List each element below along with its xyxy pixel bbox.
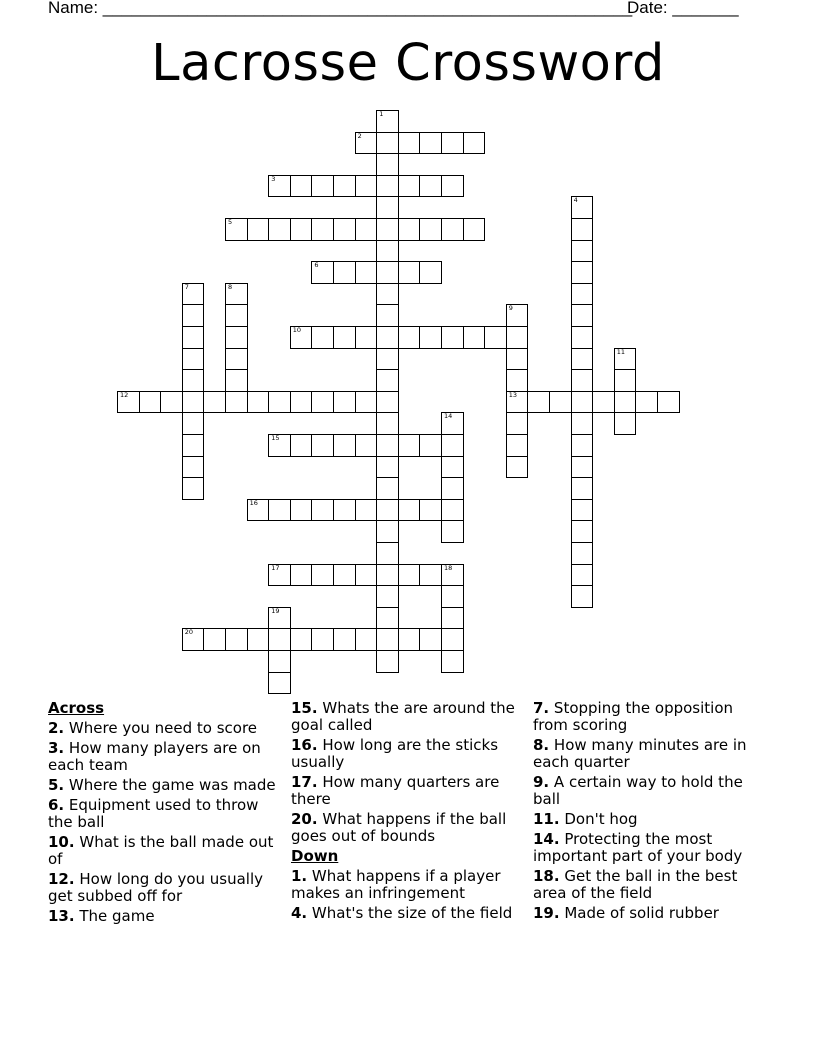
grid-cell[interactable]: [290, 628, 313, 651]
grid-cell[interactable]: [268, 628, 291, 651]
grid-cell[interactable]: [376, 477, 399, 500]
grid-cell[interactable]: [268, 499, 291, 522]
grid-cell[interactable]: [614, 391, 637, 414]
grid-cell[interactable]: [311, 175, 334, 198]
grid-cell[interactable]: [571, 261, 594, 284]
grid-cell[interactable]: [355, 628, 378, 651]
clue-down-9: 9. A certain way to hold the ball: [533, 773, 743, 808]
grid-cell[interactable]: [463, 218, 486, 241]
clue-across-5: 5. Where the game was made: [48, 776, 276, 794]
grid-cell[interactable]: [376, 304, 399, 327]
clue-down-18: 18. Get the ball in the best area of the field: [533, 867, 738, 902]
grid-cell[interactable]: [355, 261, 378, 284]
grid-cell[interactable]: [398, 434, 421, 457]
grid-cell[interactable]: [203, 628, 226, 651]
clue-column-3: [533, 700, 765, 925]
grid-cell[interactable]: [182, 348, 205, 371]
grid-cell[interactable]: [268, 175, 291, 198]
grid-cell[interactable]: [441, 434, 464, 457]
grid-cell[interactable]: [376, 542, 399, 565]
grid-cell[interactable]: [268, 672, 291, 695]
grid-cell[interactable]: [225, 326, 248, 349]
grid-cell[interactable]: [376, 412, 399, 435]
grid-cell[interactable]: [441, 585, 464, 608]
clue-column-2: [291, 700, 523, 925]
grid-cell[interactable]: [571, 477, 594, 500]
grid-cell[interactable]: [398, 175, 421, 198]
grid-cell[interactable]: [376, 175, 399, 198]
grid-cell[interactable]: [419, 261, 442, 284]
cell-number: 19: [271, 606, 280, 615]
grid-cell[interactable]: [571, 240, 594, 263]
cell-number: 5: [228, 218, 233, 226]
cell-number: 10: [292, 326, 302, 334]
grid-cell[interactable]: [268, 607, 291, 630]
grid-cell[interactable]: [571, 348, 594, 371]
clue-down-14: 14. Protecting the most important part of your body: [533, 830, 743, 865]
grid-cell[interactable]: [376, 153, 399, 176]
grid-cell[interactable]: [419, 628, 442, 651]
grid-cell[interactable]: [182, 628, 205, 651]
clue-across-13: 13. The game: [48, 907, 155, 925]
grid-cell[interactable]: [225, 628, 248, 651]
grid-cell[interactable]: [355, 434, 378, 457]
grid-cell[interactable]: [614, 348, 637, 371]
grid-cell[interactable]: [419, 564, 442, 587]
grid-cell[interactable]: [571, 434, 594, 457]
grid-cell[interactable]: [635, 391, 658, 414]
grid-cell[interactable]: [506, 304, 529, 327]
clue-down-4: 4. What's the size of the field: [291, 904, 513, 922]
cell-number: 12: [120, 390, 129, 399]
grid-cell[interactable]: [614, 369, 637, 392]
grid-cell[interactable]: [376, 218, 399, 241]
grid-cell[interactable]: [333, 175, 356, 198]
grid-cell[interactable]: [441, 628, 464, 651]
cell-number: 13: [508, 390, 518, 399]
grid-cell[interactable]: [333, 261, 356, 284]
grid-cell[interactable]: [225, 391, 248, 414]
grid-cell[interactable]: [571, 326, 594, 349]
clue-across-17: 17. How many quarters are there: [291, 773, 500, 808]
grid-cell[interactable]: [571, 499, 594, 522]
clue-column-1: [48, 700, 280, 928]
grid-cell[interactable]: [376, 261, 399, 284]
grid-cell[interactable]: [441, 564, 464, 587]
grid-cell[interactable]: [290, 175, 313, 198]
grid-cell[interactable]: [376, 520, 399, 543]
grid-cell[interactable]: [398, 218, 421, 241]
grid-cell[interactable]: [182, 456, 205, 479]
grid-cell[interactable]: [225, 283, 248, 306]
grid-cell[interactable]: [441, 520, 464, 543]
grid-cell[interactable]: [571, 218, 594, 241]
grid-cell[interactable]: [355, 326, 378, 349]
grid-cell[interactable]: [333, 499, 356, 522]
grid-cell[interactable]: [333, 326, 356, 349]
grid-cell[interactable]: [571, 196, 594, 219]
grid-cell[interactable]: [160, 391, 183, 414]
grid-cell[interactable]: [419, 326, 442, 349]
grid-cell[interactable]: [247, 499, 270, 522]
grid-cell[interactable]: [657, 391, 680, 414]
grid-cell[interactable]: [376, 196, 399, 219]
grid-cell[interactable]: [614, 412, 637, 435]
grid-cell[interactable]: [484, 326, 507, 349]
cell-number: 8: [228, 282, 233, 291]
grid-cell[interactable]: [419, 218, 442, 241]
grid-cell[interactable]: [333, 564, 356, 587]
grid-cell[interactable]: [527, 391, 550, 414]
grid-cell[interactable]: [182, 283, 205, 306]
grid-cell[interactable]: [506, 326, 529, 349]
grid-cell[interactable]: [376, 369, 399, 392]
clue-across-6: 6. Equipment used to throw the ball: [48, 796, 259, 831]
grid-cell[interactable]: [398, 628, 421, 651]
grid-cell[interactable]: [376, 132, 399, 155]
grid-cell[interactable]: [376, 434, 399, 457]
grid-cell[interactable]: [311, 628, 334, 651]
grid-cell[interactable]: [355, 132, 378, 155]
grid-cell[interactable]: [376, 348, 399, 371]
grid-cell[interactable]: [441, 412, 464, 435]
grid-cell[interactable]: [441, 477, 464, 500]
clue-down-8: 8. How many minutes are in each quarter: [533, 736, 747, 771]
grid-cell[interactable]: [398, 132, 421, 155]
grid-cell[interactable]: [571, 542, 594, 565]
grid-cell[interactable]: [506, 456, 529, 479]
grid-cell[interactable]: [376, 456, 399, 479]
grid-cell[interactable]: [376, 499, 399, 522]
cell-number: 11: [616, 347, 626, 356]
cell-number: 2: [357, 131, 362, 140]
grid-cell[interactable]: [117, 391, 140, 414]
grid-cell[interactable]: [247, 391, 270, 414]
grid-cell[interactable]: [290, 326, 313, 349]
across-heading: Across: [48, 699, 105, 717]
grid-cell[interactable]: [355, 175, 378, 198]
grid-cell[interactable]: [290, 499, 313, 522]
grid-cell[interactable]: [225, 348, 248, 371]
grid-cell[interactable]: [333, 434, 356, 457]
grid-cell[interactable]: [441, 607, 464, 630]
grid-cell[interactable]: [571, 412, 594, 435]
grid-cell[interactable]: [311, 434, 334, 457]
clue-across-2: 2. Where you need to score: [48, 719, 258, 737]
cell-number: 16: [249, 498, 258, 507]
grid-cell[interactable]: [268, 218, 291, 241]
grid-cell[interactable]: [419, 175, 442, 198]
clue-down-11: 11. Don't hog: [533, 810, 638, 828]
grid-cell[interactable]: [571, 585, 594, 608]
grid-cell[interactable]: [571, 564, 594, 587]
cell-number: 4: [573, 196, 578, 205]
grid-cell[interactable]: [506, 348, 529, 371]
grid-cell[interactable]: [571, 391, 594, 414]
grid-cell[interactable]: [311, 391, 334, 414]
grid-cell[interactable]: [376, 607, 399, 630]
cell-number: 14: [444, 412, 453, 421]
grid-cell[interactable]: [441, 175, 464, 198]
grid-cell[interactable]: [419, 132, 442, 155]
grid-cell[interactable]: [506, 391, 529, 414]
grid-cell[interactable]: [376, 391, 399, 414]
grid-cell[interactable]: [182, 412, 205, 435]
cell-number: 15: [271, 434, 280, 442]
grid-cell[interactable]: [247, 628, 270, 651]
grid-cell[interactable]: [182, 326, 205, 349]
date-field-label: Date: _______: [627, 0, 739, 17]
grid-cell[interactable]: [225, 218, 248, 241]
cell-number: 6: [314, 261, 319, 270]
grid-cell[interactable]: [355, 218, 378, 241]
grid-cell[interactable]: [268, 434, 291, 457]
grid-cell[interactable]: [441, 132, 464, 155]
grid-cell[interactable]: [441, 499, 464, 522]
grid-cell[interactable]: [506, 412, 529, 435]
name-field-label: Name: ________________________________________________________: [48, 0, 633, 17]
clue-across-15: 15. Whats the are around the goal called: [291, 699, 515, 734]
clue-down-19: 19. Made of solid rubber: [533, 904, 719, 922]
grid-cell[interactable]: [333, 218, 356, 241]
grid-cell[interactable]: [376, 283, 399, 306]
grid-cell[interactable]: [571, 456, 594, 479]
grid-cell[interactable]: [398, 261, 421, 284]
grid-cell[interactable]: [182, 369, 205, 392]
grid-cell[interactable]: [225, 369, 248, 392]
grid-cell[interactable]: [311, 218, 334, 241]
grid-cell[interactable]: [398, 499, 421, 522]
grid-cell[interactable]: [441, 456, 464, 479]
grid-cell[interactable]: [203, 391, 226, 414]
grid-cell[interactable]: [182, 391, 205, 414]
grid-cell[interactable]: [441, 326, 464, 349]
cell-number: 1: [379, 110, 384, 118]
grid-cell[interactable]: [268, 391, 291, 414]
page-title: Lacrosse Crossword: [151, 34, 665, 93]
grid-cell[interactable]: [182, 477, 205, 500]
clue-across-20: 20. What happens if the ball goes out of bounds: [291, 810, 507, 845]
clue-across-10: 10. What is the ball made out of: [48, 833, 274, 868]
grid-cell[interactable]: [571, 283, 594, 306]
grid-cell[interactable]: [376, 240, 399, 263]
grid-cell[interactable]: [398, 326, 421, 349]
grid-cell[interactable]: [398, 564, 421, 587]
grid-cell[interactable]: [247, 218, 270, 241]
grid-cell[interactable]: [182, 434, 205, 457]
grid-cell[interactable]: [571, 520, 594, 543]
grid-cell[interactable]: [549, 391, 572, 414]
grid-cell[interactable]: [355, 499, 378, 522]
grid-cell[interactable]: [139, 391, 162, 414]
grid-cell[interactable]: [225, 304, 248, 327]
grid-cell[interactable]: [376, 326, 399, 349]
clue-across-3: 3. How many players are on each team: [48, 739, 261, 774]
grid-cell[interactable]: [419, 434, 442, 457]
clue-across-12: 12. How long do you usually get subbed off for: [48, 870, 264, 905]
down-heading: Down: [291, 847, 339, 865]
grid-cell[interactable]: [419, 499, 442, 522]
grid-cell[interactable]: [592, 391, 615, 414]
grid-cell[interactable]: [571, 369, 594, 392]
grid-cell[interactable]: [333, 628, 356, 651]
clue-down-7: 7. Stopping the opposition from scoring: [533, 699, 734, 734]
grid-cell[interactable]: [376, 110, 399, 133]
cell-number: 17: [271, 563, 280, 572]
grid-cell[interactable]: [290, 218, 313, 241]
grid-cell[interactable]: [182, 304, 205, 327]
cell-number: 3: [271, 174, 276, 183]
grid-cell[interactable]: [333, 391, 356, 414]
grid-cell[interactable]: [290, 434, 313, 457]
grid-cell[interactable]: [571, 304, 594, 327]
cell-number: 20: [184, 628, 194, 637]
cell-number: 7: [184, 282, 189, 291]
grid-cell[interactable]: [355, 564, 378, 587]
grid-cell[interactable]: [268, 650, 291, 673]
grid-cell[interactable]: [311, 499, 334, 522]
grid-cell[interactable]: [268, 564, 291, 587]
grid-cell[interactable]: [506, 369, 529, 392]
grid-cell[interactable]: [311, 564, 334, 587]
grid-cell[interactable]: [376, 585, 399, 608]
grid-cell[interactable]: [290, 564, 313, 587]
grid-cell[interactable]: [355, 391, 378, 414]
clue-down-1: 1. What happens if a player makes an infringement: [291, 867, 501, 902]
cell-number: 18: [444, 563, 453, 572]
clue-across-16: 16. How long are the sticks usually: [291, 736, 499, 771]
grid-cell[interactable]: [311, 261, 334, 284]
grid-cell[interactable]: [441, 650, 464, 673]
grid-cell[interactable]: [463, 132, 486, 155]
grid-cell[interactable]: [290, 391, 313, 414]
grid-cell[interactable]: [376, 564, 399, 587]
grid-cell[interactable]: [506, 434, 529, 457]
grid-cell[interactable]: [463, 326, 486, 349]
cell-number: 9: [508, 304, 513, 313]
grid-cell[interactable]: [376, 650, 399, 673]
grid-cell[interactable]: [441, 218, 464, 241]
grid-cell[interactable]: [376, 628, 399, 651]
grid-cell[interactable]: [311, 326, 334, 349]
